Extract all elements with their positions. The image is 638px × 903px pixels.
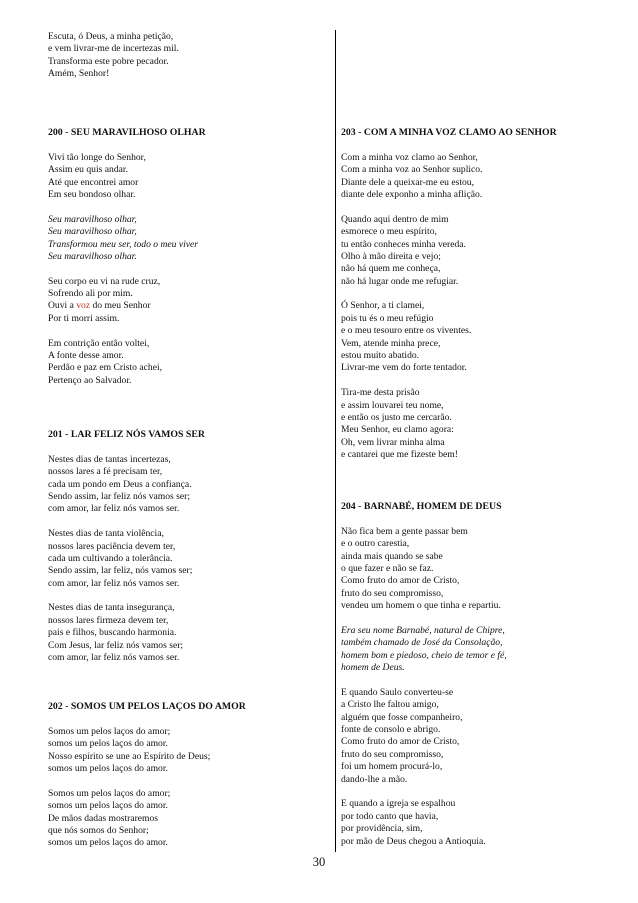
- text-line: não há lugar onde me refugiar.: [341, 275, 459, 287]
- highlighted-word: voz: [76, 300, 91, 312]
- text-fragment: Ouvi a: [48, 300, 77, 312]
- text-line: Não fica bem a gente passar bem: [341, 525, 468, 537]
- hymn-title: 204 - BARNABÉ, HOMEM DE DEUS: [341, 501, 502, 512]
- page-number: 30: [312, 855, 326, 869]
- chorus-line: Seu maravilhoso olhar,: [48, 226, 137, 238]
- text-line: e assim louvarei teu nome,: [341, 399, 444, 411]
- text-line: Como fruto do amor de Cristo,: [341, 736, 460, 748]
- text-line: Assim eu quis andar.: [48, 164, 128, 176]
- text-line: nossos lares firmeza devem ter,: [48, 614, 169, 626]
- text-line: com amor, lar feliz nós vamos ser.: [48, 652, 180, 664]
- text-line: diante dele exponho a minha aflição.: [341, 188, 483, 200]
- text-line: vendeu um homem o que tinha e repartiu.: [341, 600, 501, 612]
- text-line: Nestes dias de tantas incertezas,: [48, 453, 171, 465]
- hymn-200: [48, 127, 328, 387]
- column-divider: [335, 30, 336, 852]
- text-line: fruto do seu compromisso,: [341, 748, 444, 760]
- text-line: Somos um pelos laços do amor;: [48, 725, 171, 737]
- text-line: somos um pelos laços do amor.: [48, 837, 168, 849]
- text-line: com amor, lar feliz nós vamos ser.: [48, 503, 180, 515]
- text-line: E quando a igreja se espalhou: [341, 798, 456, 810]
- text-line: com amor, lar feliz nós vamos ser.: [48, 577, 180, 589]
- text-line: que nós somos do Senhor;: [48, 824, 149, 836]
- text-line: Pertenço ao Salvador.: [48, 374, 132, 386]
- text-line: dando-lhe a mão.: [341, 773, 408, 785]
- text-line: tu então conheces minha vereda.: [341, 238, 466, 250]
- text-line: a Cristo lhe faltou amigo,: [341, 699, 439, 711]
- text-line: somos um pelos laços do amor.: [48, 762, 168, 774]
- text-line: e cantarei que me fizeste bem!: [341, 449, 458, 461]
- text-line: Olho à mão direita e vejo;: [341, 250, 441, 262]
- text-fragment: do meu Senhor: [90, 300, 151, 312]
- text-line: foi um homem procurá-lo,: [341, 761, 443, 773]
- text-line: por providência, sim,: [341, 823, 423, 835]
- text-line: e vem livrar-me de incertezas mil.: [48, 43, 179, 55]
- hymn-202: [48, 701, 328, 850]
- chorus-line: Seu maravilhoso olhar,: [48, 213, 137, 225]
- text-line: Amém, Senhor!: [48, 68, 110, 80]
- text-line: estou muito abatido.: [341, 350, 420, 362]
- text-line: Sendo assim, lar feliz, nós vamos ser;: [48, 565, 193, 577]
- text-line: Por ti morri assim.: [48, 312, 120, 324]
- text-line: pois tu és o meu refúgio: [341, 312, 434, 324]
- text-line: De mãos dadas mostraremos: [48, 812, 159, 824]
- text-line: por mão de Deus chegou a Antioquia.: [341, 835, 486, 847]
- text-line: Como fruto do amor de Cristo,: [341, 575, 460, 587]
- hymn-title: 200 - SEU MARAVILHOSO OLHAR: [48, 127, 206, 138]
- hymn-title: 202 - SOMOS UM PELOS LAÇOS DO AMOR: [48, 701, 246, 712]
- text-line: pais e filhos, buscando harmonia.: [48, 627, 177, 639]
- text-line: Transforma este pobre pecador.: [48, 55, 169, 67]
- text-line: Meu Senhor, eu clamo agora:: [341, 424, 454, 436]
- hymn-title: 203 - COM A MINHA VOZ CLAMO AO SENHOR: [341, 127, 557, 138]
- text-line: Tira-me desta prisão: [341, 387, 420, 399]
- left-column: [48, 31, 328, 81]
- text-line: e então os justo me cercarão.: [341, 411, 452, 423]
- chorus-line: homem de Deus.: [341, 662, 405, 674]
- text-line: [48, 300, 328, 312]
- text-line: Somos um pelos laços do amor;: [48, 787, 171, 799]
- chorus-line: também chamado de José da Consolação,: [341, 637, 503, 649]
- text-line: Seu corpo eu vi na rude cruz,: [48, 275, 161, 287]
- text-line: ainda mais quando se sabe: [341, 550, 443, 562]
- text-line: Ó Senhor, a ti clamei,: [341, 300, 425, 312]
- text-line: alguém que fosse companheiro,: [341, 711, 463, 723]
- text-line: Nestes dias de tanta violência,: [48, 528, 164, 540]
- text-line: Escuta, ó Deus, a minha petição,: [48, 31, 174, 42]
- hymn-203: [341, 127, 631, 462]
- text-line: o que fazer e não se faz.: [341, 562, 434, 574]
- text-line: Oh, vem livrar minha alma: [341, 436, 445, 448]
- hymn-204: [341, 501, 631, 848]
- text-line: esmorece o meu espírito,: [341, 226, 437, 238]
- text-line: Com Jesus, lar feliz nós vamos ser;: [48, 639, 184, 651]
- text-line: não há quem me conheça,: [341, 263, 441, 275]
- hymn-title: 201 - LAR FELIZ NÓS VAMOS SER: [48, 429, 205, 440]
- text-line: e o meu tesouro entre os viventes.: [341, 325, 472, 337]
- text-line: Perdão e paz em Cristo achei,: [48, 362, 163, 374]
- text-line: nossos lares a fé precisam ter,: [48, 466, 163, 478]
- text-line: cada um pondo em Deus a confiança.: [48, 478, 192, 490]
- text-line: A fonte desse amor.: [48, 350, 124, 362]
- text-line: Com a minha voz ao Senhor suplico.: [341, 164, 483, 176]
- chorus-line: Seu maravilhoso olhar.: [48, 250, 137, 262]
- text-line: Até que encontrei amor: [48, 176, 139, 188]
- text-line: Vivi tão longe do Senhor,: [48, 151, 146, 163]
- text-line: Com a minha voz clamo ao Senhor,: [341, 151, 478, 163]
- text-line: Nestes dias de tanta insegurança,: [48, 602, 175, 614]
- text-line: somos um pelos laços do amor.: [48, 738, 168, 750]
- text-line: Sofrendo ali por mim.: [48, 288, 133, 300]
- text-line: Quando aqui dentro de mim: [341, 213, 449, 225]
- text-line: somos um pelos laços do amor.: [48, 800, 168, 812]
- text-line: Vem, atende minha prece,: [341, 337, 441, 349]
- text-line: nossos lares paciência devem ter,: [48, 540, 176, 552]
- text-line: Nosso espírito se une ao Espírito de Deus;: [48, 750, 211, 762]
- text-line: fruto do seu compromisso,: [341, 587, 444, 599]
- hymn-201: [48, 429, 328, 664]
- text-line: Sendo assim, lar feliz nós vamos ser;: [48, 490, 191, 502]
- chorus-line: Transformou meu ser, todo o meu viver: [48, 238, 199, 250]
- text-line: cada um cultivando a tolerância.: [48, 552, 173, 564]
- chorus-line: homem bom e piedoso, cheio de temor e fé,: [341, 649, 507, 661]
- text-line: Em seu bondoso olhar.: [48, 188, 136, 200]
- text-line: e o outro carestia,: [341, 538, 410, 550]
- chorus-line: Era seu nome Barnabé, natural de Chipre,: [341, 624, 505, 636]
- text-line: E quando Saulo converteu-se: [341, 686, 454, 698]
- text-line: Livrar-me vem do forte tentador.: [341, 362, 467, 374]
- text-line: fonte de consolo e abrigo.: [341, 724, 441, 736]
- text-line: Em contrição então voltei,: [48, 337, 150, 349]
- text-line: Diante dele a queixar-me eu estou,: [341, 176, 474, 188]
- text-line: por todo canto que havia,: [341, 810, 439, 822]
